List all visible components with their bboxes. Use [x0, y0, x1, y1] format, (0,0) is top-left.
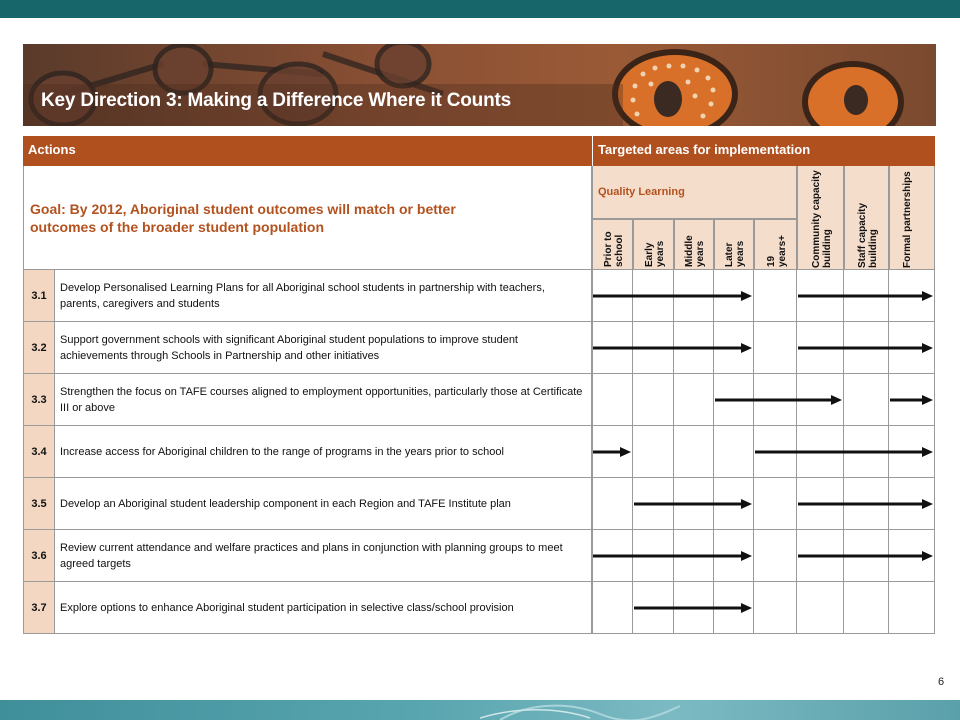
arrow-head: [741, 603, 752, 613]
quality-learning-header: Quality Learning: [592, 166, 797, 219]
arrow-head: [922, 551, 933, 561]
action-text: Develop an Aboriginal student leadership component in each Region and TAFE Institute plan: [55, 478, 592, 530]
arrow-head: [922, 499, 933, 509]
goal-text: Goal: By 2012, Aboriginal student outcomes will match or better outcomes of the broader student population: [30, 201, 456, 235]
row-number: 3.1: [23, 270, 55, 322]
column-header-label: Prior to school: [602, 231, 625, 267]
column-header-label: 19 years+: [765, 235, 788, 267]
action-text: Strengthen the focus on TAFE courses aligned to employment opportunities, particularly those at Certificate III or above: [55, 374, 592, 426]
column-header-label: Community capacity building: [810, 170, 833, 268]
row-number: 3.5: [23, 478, 55, 530]
action-text: Develop Personalised Learning Plans for all Aboriginal school students in partnership with teachers, parents, caregivers and students: [55, 270, 592, 322]
column-header-label: Staff capacity building: [856, 202, 879, 268]
action-text: Increase access for Aboriginal children to the range of programs in the years prior to school: [55, 426, 592, 478]
column-header-label: Early years: [643, 240, 666, 267]
arrow-head: [922, 343, 933, 353]
column-header-label: Middle years: [684, 235, 706, 267]
arrow-head: [620, 447, 631, 457]
row-number: 3.4: [23, 426, 55, 478]
header-targeted-areas: Targeted areas for implementation: [592, 136, 935, 166]
row-number: 3.7: [23, 582, 55, 634]
wave-decoration: [480, 700, 680, 720]
header-actions: Actions: [23, 136, 592, 166]
bottom-bar: [0, 700, 960, 720]
arrow-head: [922, 447, 933, 457]
row-number: 3.6: [23, 530, 55, 582]
arrow-head: [741, 343, 752, 353]
arrow-head: [741, 551, 752, 561]
row-number: 3.3: [23, 374, 55, 426]
column-header-label: Later years: [724, 240, 746, 267]
banner-title: Key Direction 3: Making a Difference Where it Counts: [41, 90, 511, 111]
arrow-head: [831, 395, 842, 405]
arrow-head: [922, 291, 933, 301]
row-number: 3.2: [23, 322, 55, 374]
action-text: Support government schools with significant Aboriginal student populations to improve student achievements through Schools in Partnership and other initiatives: [55, 322, 592, 374]
arrow-head: [922, 395, 933, 405]
column-header-label: Formal partnerships: [902, 171, 913, 268]
arrow-head: [741, 499, 752, 509]
action-text: Review current attendance and welfare practices and plans in conjunction with planning groups to meet agreed targets: [55, 530, 592, 582]
action-text: Explore options to enhance Aboriginal student participation in selective class/school provision: [55, 582, 592, 634]
page-number: 6: [938, 676, 945, 688]
arrow-head: [741, 291, 752, 301]
